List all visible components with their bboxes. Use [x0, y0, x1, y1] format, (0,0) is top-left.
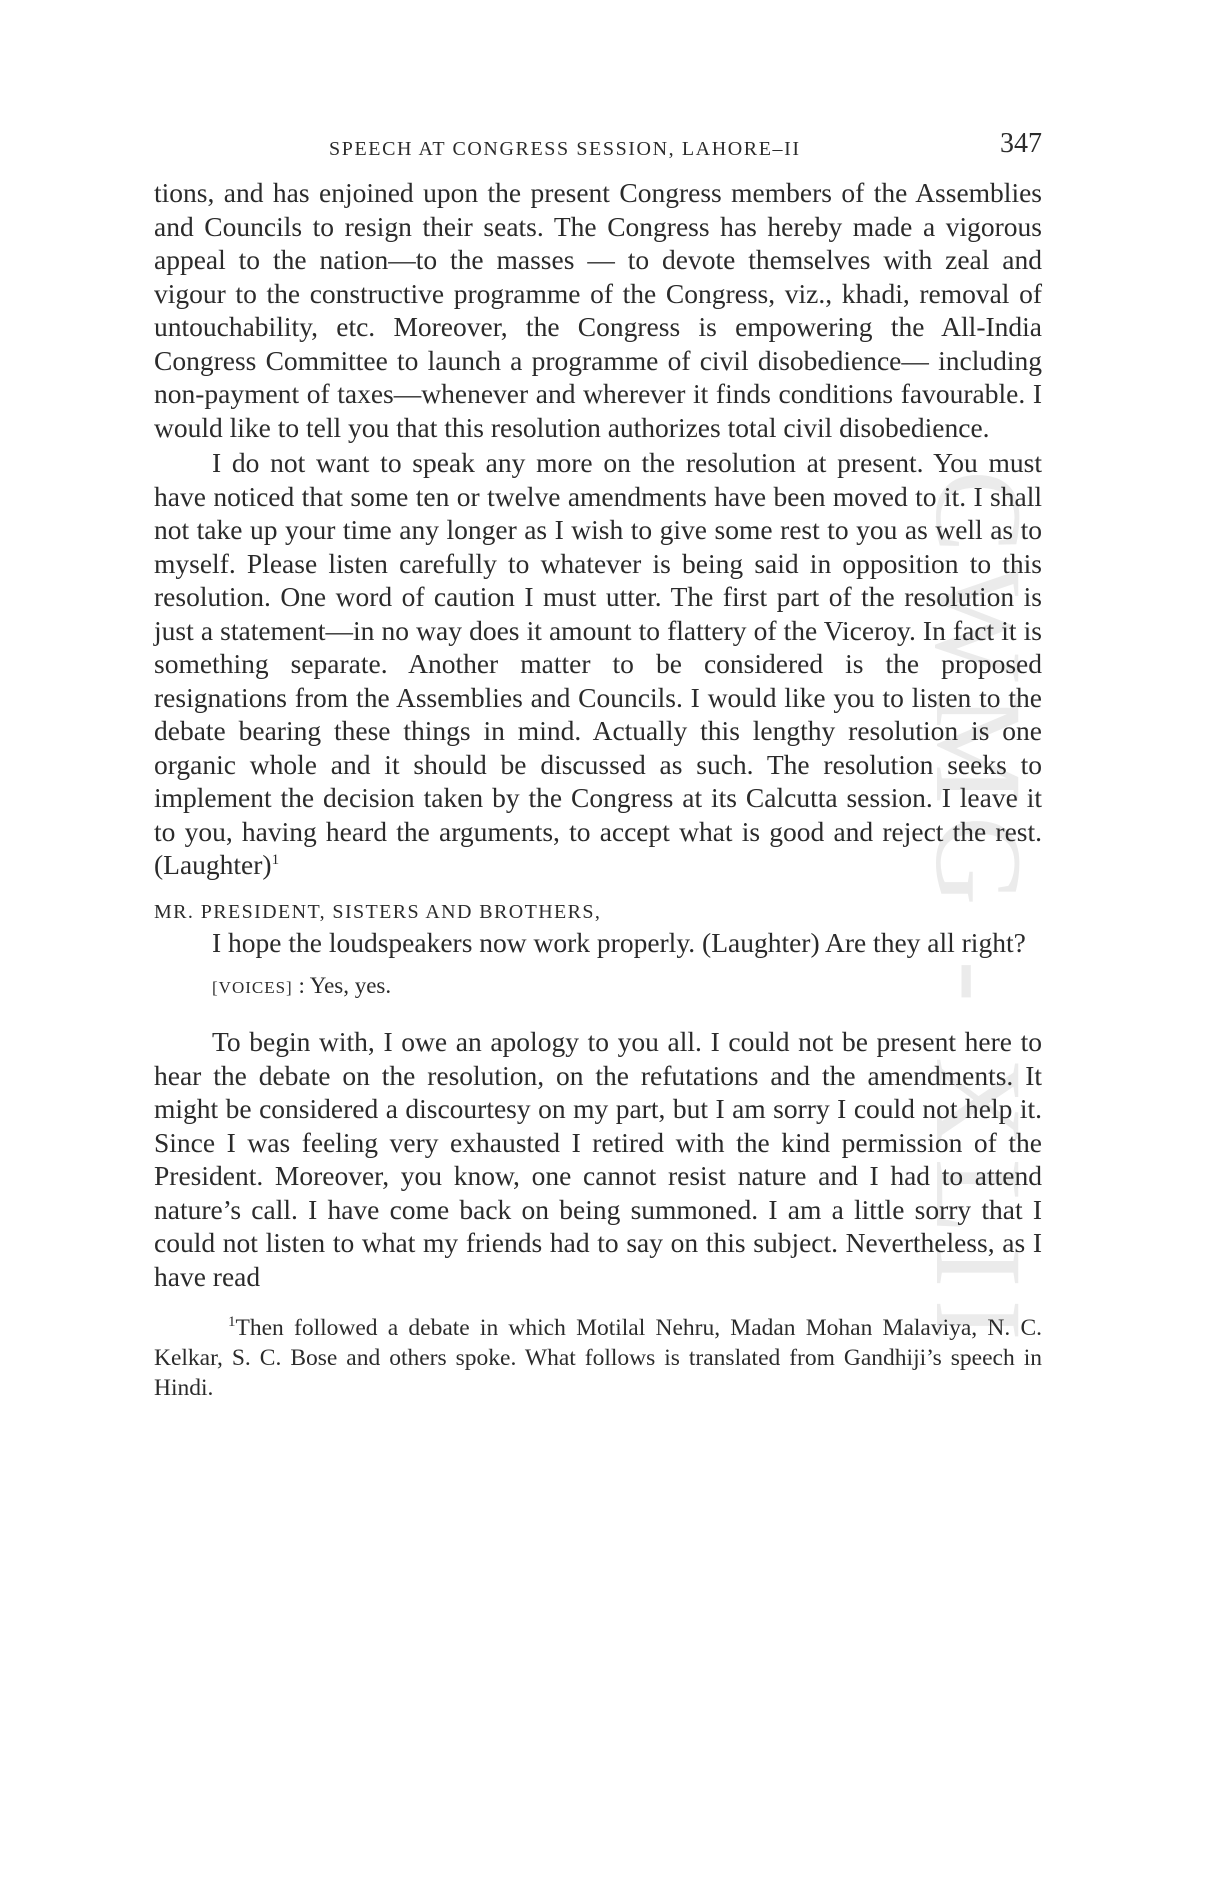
- footnote-reference: 1: [271, 851, 280, 868]
- footnote-text: Then followed a debate in which Motilal Nehru, Madan Mohan Malaviya, N. C. Kelkar, S. C. Bose and others spoke. What follows is translated from Gandhiji’s speech in Hindi.: [154, 1315, 1042, 1401]
- paragraph-loudspeakers: I hope the loudspeakers now work properly. (Laughter) Are they all right?: [212, 926, 1026, 958]
- voices-text: : Yes, yes.: [298, 973, 392, 998]
- voices-response: [212, 971, 1042, 1003]
- footnote: [154, 1313, 1042, 1403]
- salutation: MR. PRESIDENT, SISTERS AND BROTHERS,: [154, 900, 602, 923]
- cwmg-watermark: CWMG - XLII: [910, 470, 1047, 1353]
- main-text: [154, 176, 1042, 1403]
- page-header: [154, 128, 1042, 168]
- paragraph-continued: tions, and has enjoined upon the present Congress members of the Assemblies and Councils to resign their seats. The Congress has hereby made a vigorous appeal to the nation—to the masses — to devote themselves with zeal and vigour to the constructive programme of the Congress, viz., khadi, removal of untouchability, etc. Moreover, the Congress is empowering the All-India Congress Committee to launch a programme of civil disobedience— including non-payment of taxes—whenever and wherever it finds conditions favourable. I would like to tell you that this resolution authorizes total civil disobedience.: [154, 177, 1042, 443]
- paragraph-resolution-text: I do not want to speak any more on the resolution at present. You must have noticed that some ten or twelve amendments have been moved to it. I shall not take up your time any longer as I wish to give some rest to you as well as to myself. Please listen carefully to whatever is being said in opposition to this resolution. One word of caution I must utter. The first part of the resolution is just a statement—in no way does it amount to flattery of the Viceroy. In fact it is something separate. Another matter to be considered is the proposed resignations from the Assemblies and Councils. I would like you to listen to the debate bearing these things in mind. Actually this lengthy resolution is one organic whole and it should be discussed as such. The resolution seeks to implement the decision taken by the Congress at its Calcutta session. I leave it to you, having heard the arguments, to accept what is good and reject the rest. (Laughter): [154, 447, 1042, 880]
- paragraph-resolution: [154, 446, 1042, 882]
- running-head: SPEECH AT CONGRESS SESSION, LAHORE–II: [329, 138, 801, 160]
- footnote-marker: 1: [228, 1314, 236, 1331]
- voices-label: [VOICES]: [212, 978, 293, 997]
- page-number: 347: [1000, 128, 1042, 159]
- paragraph-apology: To begin with, I owe an apology to you all. I could not be present here to hear the debate on the resolution, on the refutations and the amendments. It might be considered a discourtesy on my part, but I am sorry I could not help it. Since I was feeling very exhausted I retired with the kind permission of the President. Moreover, you know, one cannot resist nature and I had to attend nature’s call. I have come back on being summoned. I am a little sorry that I could not listen to what my friends had to say on this subject. Nevertheless, as I have read: [154, 1026, 1042, 1292]
